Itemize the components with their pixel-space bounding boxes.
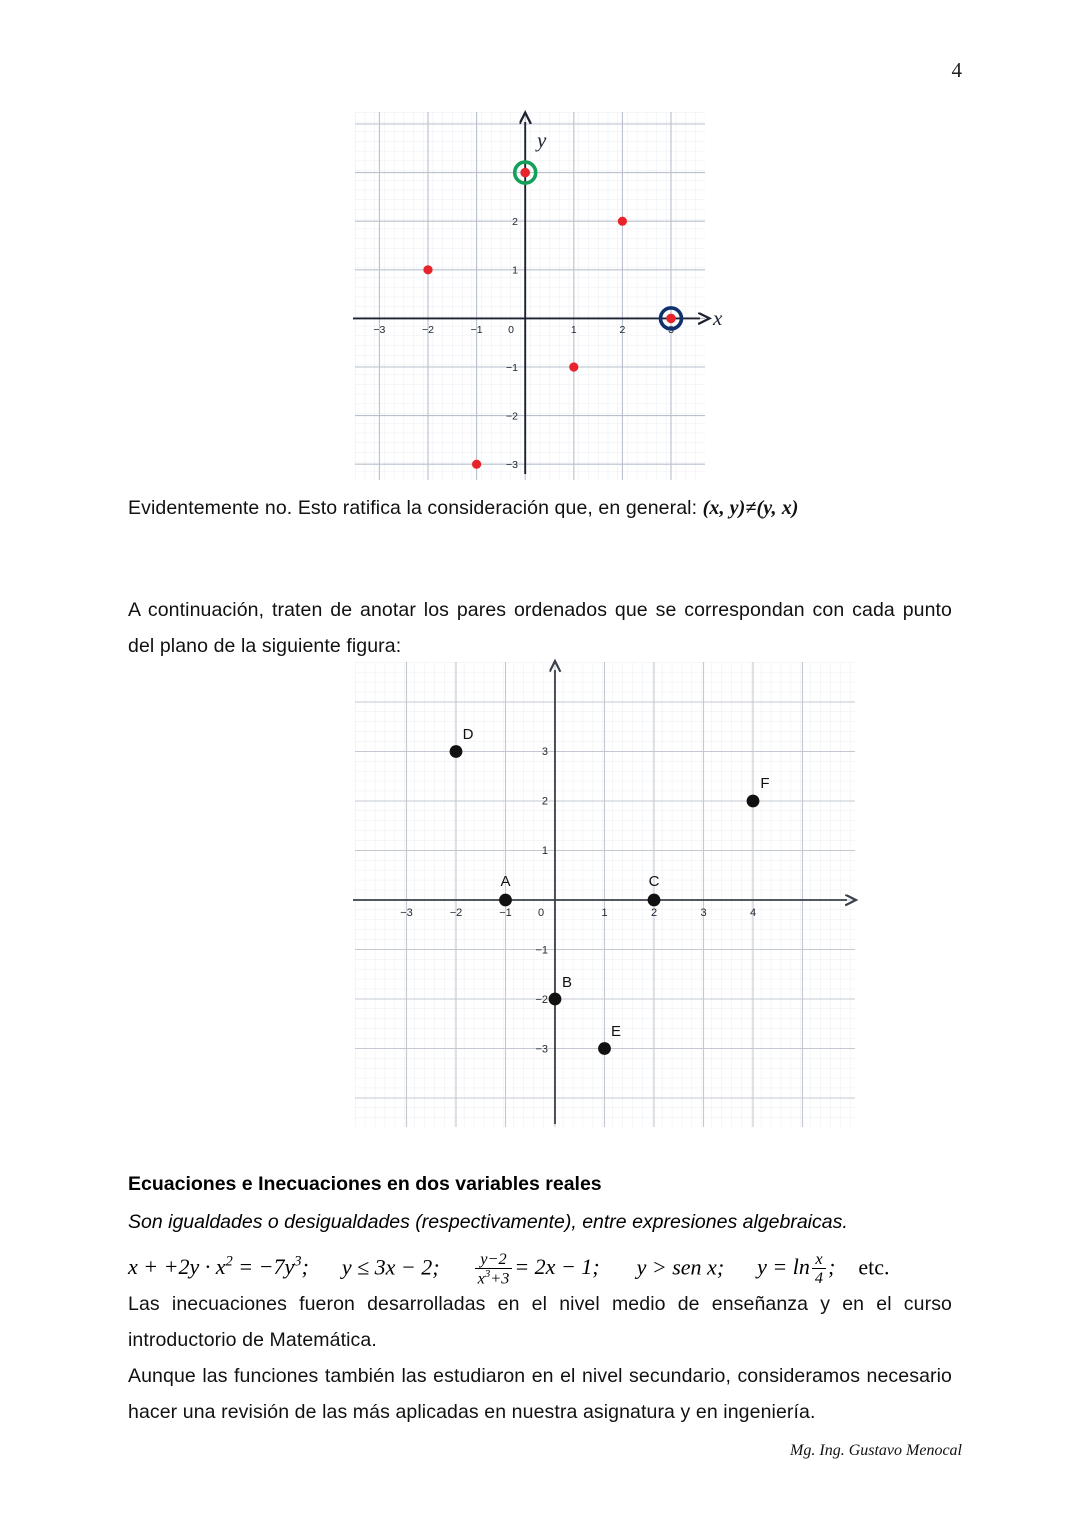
svg-text:4: 4 — [749, 907, 757, 919]
page-number: 4 — [951, 58, 962, 82]
graph1-point-highlighted-green — [520, 168, 530, 178]
graph2-point-B — [549, 993, 562, 1006]
graph1-y-axis-label: y — [537, 128, 547, 152]
svg-text:−2: −2 — [535, 994, 548, 1006]
formula-eq2: y ≤ 3x − 2; — [341, 1254, 440, 1280]
svg-text:−3: −3 — [400, 907, 413, 919]
svg-text:−3: −3 — [373, 324, 386, 336]
svg-text:−1: −1 — [499, 907, 512, 919]
svg-text:0: 0 — [508, 324, 514, 336]
formula-eq1: $x + +2y \cdot x^2 = -7y^3$; — [128, 1254, 309, 1280]
graph2-svg — [355, 662, 855, 1127]
svg-text:−3: −3 — [535, 1043, 548, 1056]
graph2-point-label-B: B — [561, 974, 573, 991]
graph2-point-label-A: A — [500, 873, 511, 890]
svg-text:1: 1 — [570, 324, 577, 336]
paragraph-evidentemente — [128, 490, 952, 526]
svg-text:3: 3 — [668, 324, 674, 336]
cartesian-plane-figure-2 — [355, 662, 855, 1127]
formula-etc: etc. — [858, 1254, 890, 1280]
svg-text:−2: −2 — [422, 324, 434, 336]
paragraph-evidentemente-text: Evidentemente no. Esto ratifica la consideración que, en general: — [128, 497, 703, 519]
svg-text:3: 3 — [700, 907, 707, 919]
svg-text:1: 1 — [512, 264, 518, 277]
graph2-point-C — [648, 894, 661, 907]
graph1-x-axis-label: x — [713, 306, 723, 330]
formula-eq4: y > sen x; — [636, 1254, 725, 1280]
graph2-point-E — [598, 1042, 611, 1055]
svg-text:2: 2 — [619, 324, 626, 336]
paragraph-a-continuacion: A continuación, traten de anotar los pares ordenados que se correspondan con cada punto del plano de la siguiente figura: — [128, 599, 952, 657]
graph2-point-label-D: D — [462, 726, 474, 743]
svg-text:3: 3 — [541, 746, 548, 758]
svg-text:1: 1 — [601, 907, 608, 919]
graph2-point-F — [747, 795, 760, 808]
graph2-point-A — [499, 894, 512, 907]
ordered-pair-inequality: (x, y)≠(y, x) — [702, 497, 799, 519]
formula-eq5: y = ln $\frac{x}{4}$ ; — [757, 1249, 836, 1287]
footer-signature: Mg. Ing. Gustavo Menocal — [790, 1442, 962, 1459]
graph2-point-D — [450, 745, 463, 758]
svg-text:−1: −1 — [470, 324, 483, 336]
graph1-point — [423, 265, 432, 274]
graph1-svg — [355, 112, 723, 480]
graph1-point — [472, 460, 481, 469]
graph1-point-highlighted-blue — [666, 314, 676, 324]
formula-eq3-fraction: $\frac{y-2}{x^3+3}$ — [475, 1250, 513, 1287]
svg-text:−1: −1 — [535, 944, 548, 957]
svg-text:2: 2 — [541, 795, 548, 808]
svg-text:0: 0 — [537, 907, 545, 919]
svg-text:1: 1 — [541, 845, 548, 857]
svg-text:−2: −2 — [449, 907, 463, 919]
paragraph-funciones: Aunque las funciones también las estudiaron en el nivel secundario, consideramos necesario hacer una revisión de las más aplicadas en nuestra asignatura y en ingeniería. — [128, 1365, 952, 1423]
cartesian-plane-figure-1 — [355, 112, 723, 480]
graph1-minor-grid — [355, 112, 705, 480]
graph1-point — [569, 362, 578, 371]
svg-text:2: 2 — [512, 216, 518, 228]
formula-eq3-denominator: $x^3+3$ — [475, 1268, 513, 1287]
graph2-point-label-E: E — [610, 1023, 622, 1040]
graph2-point-label-F: F — [760, 775, 770, 792]
graph2-point-label-C: C — [648, 873, 660, 890]
paragraph-inecuaciones: Las inecuaciones fueron desarrolladas en el nivel medio de enseñanza y en el curso introductorio de Matemática. — [128, 1293, 952, 1351]
formula-eq5-fraction: $\frac{x}{4}$ — [812, 1250, 826, 1286]
formula-examples-row — [128, 1240, 1008, 1289]
formula-eq3: $\frac{y-2}{x^3+3}$ = 2x − 1; — [473, 1254, 600, 1279]
svg-text:−2: −2 — [506, 410, 518, 423]
italic-note-definicion: Son igualdades o desigualdades (respectivamente), entre expresiones algebraicas. — [128, 1211, 848, 1233]
svg-text:−1: −1 — [506, 362, 518, 374]
section-title-ecuaciones: Ecuaciones e Inecuaciones en dos variables reales — [128, 1173, 602, 1195]
svg-text:2: 2 — [650, 907, 658, 919]
graph1-point — [618, 217, 627, 226]
svg-text:−3: −3 — [506, 459, 518, 471]
